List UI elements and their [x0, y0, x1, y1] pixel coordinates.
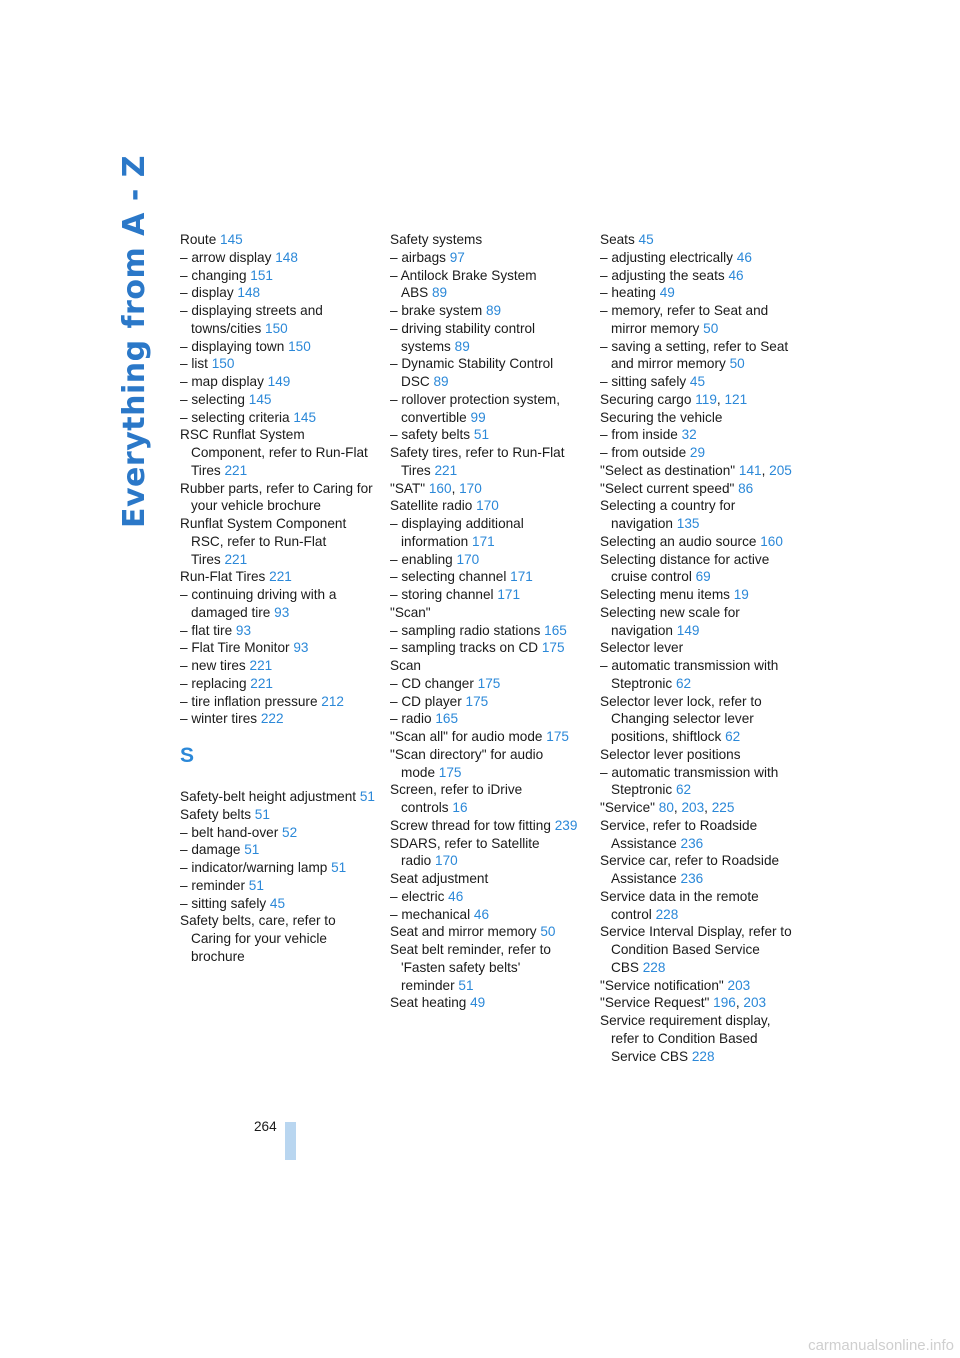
index-entry-text: Safety tires, refer to Run-Flat Tires	[390, 445, 565, 478]
index-entry-text: Seats	[600, 232, 635, 247]
index-entry	[390, 480, 585, 498]
index-letter-heading: S	[180, 744, 195, 767]
index-entry-text: – CD player	[390, 693, 462, 709]
page-link[interactable]: 148	[271, 249, 298, 265]
index-entry	[180, 788, 375, 806]
page-link[interactable]: 32	[677, 427, 697, 443]
page-link[interactable]: 171	[468, 533, 495, 549]
index-entry	[180, 231, 375, 249]
index-entry-text: – sitting safely	[600, 374, 687, 389]
page-link[interactable]: 19	[729, 587, 749, 602]
index-entry-text: – Flat Tire Monitor	[180, 640, 290, 656]
index-entry-text: "Service"	[600, 800, 655, 815]
index-entry-text: Screw thread for tow fitting	[390, 817, 551, 833]
index-entry	[600, 302, 795, 338]
index-entry-text: – enabling	[390, 551, 453, 567]
index-entry	[600, 373, 795, 391]
page-link[interactable]: 62	[672, 675, 692, 691]
index-entry	[600, 391, 795, 409]
index-entry	[600, 604, 795, 640]
index-entry	[390, 231, 585, 249]
index-entry-text: Service Interval Display, refer to Condition Based Service CBS	[600, 924, 792, 975]
index-entry	[390, 888, 585, 906]
page-link[interactable]: 46	[732, 249, 752, 265]
index-entry-text: – damage	[180, 842, 241, 858]
index-entry	[600, 497, 795, 533]
index-entry-text: "Service notification"	[600, 977, 724, 993]
page-link[interactable]: 165	[431, 711, 459, 727]
index-entry-text: – list	[180, 356, 208, 372]
index-entry	[390, 267, 585, 303]
index-entry	[180, 710, 375, 728]
index-entry	[390, 870, 585, 888]
index-entry	[600, 338, 795, 374]
index-entry-text: – flat tire	[180, 622, 233, 638]
page-link[interactable]: 170	[472, 498, 499, 514]
index-entry	[600, 764, 795, 800]
index-entry-text: Runflat System Component RSC, refer to Run-Flat Tires	[180, 516, 347, 567]
index-entry-text: – automatic transmission with Steptronic	[600, 764, 779, 798]
index-entry	[390, 568, 585, 586]
page-link[interactable]: 222	[257, 711, 284, 727]
page-link[interactable]: 225	[707, 800, 735, 815]
index-entry-text: – tire inflation pressure	[180, 693, 318, 709]
page-link[interactable]: 45	[634, 232, 654, 247]
index-entry	[390, 302, 585, 320]
page-link[interactable]: 45	[266, 895, 286, 911]
page-link[interactable]: 16	[448, 800, 468, 815]
index-entry-text: – sampling radio stations	[390, 622, 541, 638]
page-link[interactable]: 149	[263, 374, 291, 389]
index-entry	[390, 710, 585, 728]
page-link[interactable]: 150	[261, 320, 288, 336]
index-entry	[180, 568, 375, 586]
page-link[interactable]: 149	[672, 622, 700, 638]
index-entry-text: – displaying additional information	[390, 516, 524, 549]
index-entry-text: – selecting	[180, 391, 245, 407]
page-link[interactable]: 86	[734, 480, 754, 496]
page-link[interactable]: 171	[493, 587, 521, 602]
index-entry-text: Selecting menu items	[600, 587, 730, 602]
index-entry-text: Service requirement display, refer to Condition Based Service CBS	[600, 1013, 771, 1064]
index-entry	[180, 693, 375, 711]
index-entry	[600, 994, 795, 1012]
index-entry	[180, 841, 375, 859]
index-entry-text: – saving a setting, refer to Seat and mirror memory	[600, 338, 789, 372]
index-entry-text: Selecting distance for active cruise control	[600, 551, 770, 585]
page-link[interactable]: 50	[699, 320, 719, 336]
page-link[interactable]: 221	[265, 569, 292, 585]
page-link[interactable]: 145	[216, 232, 243, 247]
index-entry-text: – map display	[180, 374, 264, 389]
index-entry	[390, 444, 585, 480]
index-entry-text: Selecting an audio source	[600, 533, 757, 549]
index-entry	[390, 923, 585, 941]
index-entry	[390, 728, 585, 746]
index-entry-text: – sampling tracks on CD	[390, 640, 539, 656]
index-entry	[180, 515, 375, 568]
page-link[interactable]: 221	[430, 462, 458, 478]
index-entry	[390, 497, 585, 515]
index-entry-text: – adjusting electrically	[600, 249, 733, 265]
index-entry-text: – safety belts	[390, 427, 471, 443]
index-entry-text: – displaying town	[180, 338, 285, 354]
page-link[interactable]: 119	[691, 391, 717, 407]
index-entry-text: "Scan"	[390, 604, 431, 620]
index-entry-text: Selecting a country for navigation	[600, 498, 736, 531]
index-entry-text: – changing	[180, 267, 247, 283]
page-link[interactable]: 135	[672, 516, 700, 531]
index-column-3	[600, 231, 795, 1065]
index-entry-text: – storing channel	[390, 587, 494, 602]
index-entry	[600, 284, 795, 302]
page-link[interactable]: 203	[677, 800, 705, 815]
index-entry-text: – new tires	[180, 658, 246, 673]
page-link[interactable]: 228	[651, 906, 679, 922]
index-column-1	[180, 231, 375, 966]
index-entry-text: – indicator/warning lamp	[180, 860, 328, 875]
index-entry-text: – airbags	[390, 249, 446, 265]
index-entry	[390, 835, 585, 871]
index-entry	[180, 877, 375, 895]
index-entry	[390, 586, 585, 604]
index-entry	[600, 426, 795, 444]
index-entry-text: Safety belts	[180, 806, 252, 822]
index-entry	[390, 355, 585, 391]
index-entry	[390, 551, 585, 569]
page-link[interactable]: 46	[470, 906, 490, 922]
index-entry-text: Safety belts, care, refer to Caring for your vehicle brochure	[180, 913, 336, 964]
page-link[interactable]: 50	[536, 924, 556, 940]
index-entry-text: – winter tires	[180, 711, 258, 727]
page-link[interactable]: 141	[735, 462, 762, 478]
index-entry	[180, 657, 375, 675]
page-link[interactable]: 221	[246, 675, 273, 691]
index-entry-text: "Scan directory" for audio mode	[390, 746, 544, 780]
page-marker-bar	[285, 1122, 296, 1160]
index-entry	[600, 817, 795, 853]
index-entry-text: – memory, refer to Seat and mirror memory	[600, 303, 769, 336]
page-link[interactable]: 80	[654, 800, 674, 815]
index-entry	[600, 533, 795, 551]
page-link[interactable]: 228	[688, 1048, 715, 1064]
index-entry-text: – adjusting the seats	[600, 267, 725, 283]
index-entry-text: SDARS, refer to Satellite radio	[390, 835, 540, 869]
index-entry-text: RSC Runflat System Component, refer to Run-Flat Tires	[180, 427, 368, 478]
page-link[interactable]: 97	[445, 249, 465, 265]
page-link[interactable]: 99	[466, 409, 486, 425]
index-entry	[390, 657, 585, 675]
index-entry-text: Service car, refer to Roadside Assistance	[600, 853, 780, 886]
page-link[interactable]: 175	[473, 675, 501, 691]
index-entry	[600, 462, 795, 480]
index-entry	[390, 941, 585, 994]
page-link[interactable]: 151	[246, 267, 273, 283]
index-entry	[390, 639, 585, 657]
index-entry	[600, 746, 795, 764]
page-link[interactable]: 221	[245, 658, 273, 673]
index-entry-text: Screen, refer to iDrive controls	[390, 782, 523, 815]
page-link[interactable]: 89	[428, 285, 448, 301]
index-entry	[180, 912, 375, 965]
page-link[interactable]: 228	[638, 959, 666, 975]
page-link[interactable]: 89	[429, 374, 449, 389]
section-side-title: Everything from A - Z	[117, 155, 152, 528]
index-entry	[390, 249, 585, 267]
page-link[interactable]: 51	[327, 860, 347, 875]
index-entry-text: – radio	[390, 711, 432, 727]
index-entry	[600, 799, 795, 817]
page-link[interactable]: 175	[461, 693, 489, 709]
page-link[interactable]: 170	[455, 480, 482, 496]
index-entry	[390, 781, 585, 817]
index-entry	[180, 806, 375, 824]
index-entry	[180, 249, 375, 267]
index-entry	[600, 409, 795, 427]
page-separator: ,	[673, 800, 678, 815]
index-entry-text: "Scan all" for audio mode	[390, 729, 543, 744]
index-entry-text: "Service Request"	[600, 995, 710, 1011]
page-link[interactable]: 89	[482, 303, 502, 318]
page-link[interactable]: 236	[676, 835, 704, 851]
index-entry	[390, 604, 585, 622]
page-link[interactable]: 221	[220, 462, 248, 478]
page-link[interactable]: 93	[270, 604, 290, 620]
index-entry	[180, 639, 375, 657]
index-entry-text: "Select current speed"	[600, 480, 735, 496]
page-link[interactable]: 62	[721, 729, 741, 744]
index-entry-text: – from inside	[600, 427, 678, 443]
page-link[interactable]: 175	[538, 640, 565, 656]
index-entry-text: Selecting new scale for navigation	[600, 604, 740, 638]
page-link[interactable]: 51	[454, 977, 474, 993]
page-link[interactable]: 170	[431, 853, 458, 869]
index-entry-text: Seat heating	[390, 995, 467, 1011]
index-entry-text: – continuing driving with a damaged tire	[180, 587, 337, 620]
page-separator: ,	[716, 391, 721, 407]
index-entry-text: – reminder	[180, 877, 245, 893]
index-entry-text: – Antilock Brake System ABS	[390, 267, 537, 301]
page-link[interactable]: 205	[765, 462, 792, 478]
index-entry-text: Satellite radio	[390, 498, 473, 514]
watermark: carmanualsonline.info	[808, 1337, 954, 1354]
page-link[interactable]: 51	[470, 427, 490, 443]
page-link[interactable]: 51	[251, 806, 270, 822]
index-entry	[600, 977, 795, 995]
page-link[interactable]: 93	[232, 622, 252, 638]
page-link[interactable]: 150	[284, 338, 311, 354]
index-entry-text: Selector lever	[600, 640, 684, 656]
page-separator: ,	[735, 995, 740, 1011]
index-entry-text: – brake system	[390, 303, 483, 318]
page-link[interactable]: 160	[756, 533, 783, 549]
index-entry-text: Seat and mirror memory	[390, 924, 537, 940]
page-link[interactable]: 221	[220, 551, 248, 567]
index-entry-text: – replacing	[180, 675, 247, 691]
index-entry-text: – arrow display	[180, 249, 272, 265]
page-link[interactable]: 45	[686, 374, 706, 389]
page-link[interactable]: 46	[444, 888, 464, 904]
page-separator: ,	[451, 480, 456, 496]
page-link[interactable]: 51	[356, 789, 375, 804]
index-entry-text: Route	[180, 232, 217, 247]
index-entry	[390, 994, 585, 1012]
page-link[interactable]: 49	[655, 285, 675, 301]
index-entry-text: Selector lever positions	[600, 746, 741, 762]
index-entry-text: "SAT"	[390, 480, 426, 496]
index-entry	[600, 231, 795, 249]
page-number: 264	[254, 1119, 277, 1134]
page-link[interactable]: 145	[245, 391, 272, 407]
page-link[interactable]: 175	[542, 729, 569, 744]
index-entry	[390, 817, 585, 835]
index-column-2	[390, 231, 585, 1012]
index-entry-text: – CD changer	[390, 675, 474, 691]
index-entry	[600, 249, 795, 267]
index-entry-text: Securing cargo	[600, 391, 692, 407]
page-link[interactable]: 69	[691, 569, 711, 585]
page-link[interactable]: 171	[506, 569, 533, 585]
index-entry-text: Securing the vehicle	[600, 409, 723, 425]
index-entry	[600, 480, 795, 498]
index-entry-text: – mechanical	[390, 906, 471, 922]
index-entry	[180, 409, 375, 427]
index-entry-text: – heating	[600, 285, 656, 301]
index-entry	[390, 426, 585, 444]
page-link[interactable]: 46	[724, 267, 744, 283]
index-entry-text: – electric	[390, 888, 445, 904]
index-entry	[390, 391, 585, 427]
index-entry	[180, 355, 375, 373]
index-entry	[180, 480, 375, 516]
index-entry	[180, 267, 375, 285]
page-link[interactable]: 170	[452, 551, 480, 567]
index-entry-text: – displaying streets and towns/cities	[180, 303, 323, 336]
index-entry	[600, 551, 795, 587]
index-entry-text: – display	[180, 285, 234, 301]
page-link[interactable]: 51	[240, 842, 260, 858]
index-entry-text: Rubber parts, refer to Caring for your vehicle brochure	[180, 480, 373, 514]
index-entry	[180, 302, 375, 338]
page-link[interactable]: 212	[317, 693, 344, 709]
page-link[interactable]: 50	[725, 356, 745, 372]
page-separator: ,	[761, 462, 766, 478]
index-entry	[390, 693, 585, 711]
index-entry	[390, 906, 585, 924]
page-link[interactable]: 203	[723, 977, 751, 993]
index-entry-text: Service, refer to Roadside Assistance	[600, 817, 758, 851]
index-entry	[600, 657, 795, 693]
index-entry-text: – from outside	[600, 445, 687, 460]
page-link[interactable]: 93	[289, 640, 309, 656]
page-link[interactable]: 150	[207, 356, 235, 372]
index-entry	[180, 859, 375, 877]
page-link[interactable]: 175	[435, 764, 462, 780]
index-entry-text: – driving stability control systems	[390, 320, 536, 354]
index-entry	[390, 622, 585, 640]
index-entry	[600, 852, 795, 888]
index-entry	[600, 693, 795, 746]
page-link[interactable]: 29	[686, 445, 706, 460]
index-entry-text: Seat belt reminder, refer to 'Fasten safety belts' reminder	[390, 942, 551, 993]
page-link[interactable]: 121	[720, 391, 748, 407]
page-link[interactable]: 145	[289, 409, 317, 425]
page-link[interactable]: 196	[709, 995, 736, 1011]
index-entry	[600, 639, 795, 657]
page-link[interactable]: 49	[466, 995, 486, 1011]
index-entry-text: Run-Flat Tires	[180, 569, 266, 585]
index-entry	[600, 923, 795, 976]
index-entry	[390, 515, 585, 551]
index-entry	[390, 675, 585, 693]
page-link[interactable]: 148	[233, 285, 261, 301]
index-entry-text: "Select as destination"	[600, 462, 736, 478]
index-entry-text: – sitting safely	[180, 895, 267, 911]
index-entry	[180, 895, 375, 913]
index-entry	[180, 426, 375, 479]
index-entry	[180, 824, 375, 842]
index-entry	[600, 1012, 795, 1065]
page-link[interactable]: 62	[672, 782, 692, 798]
index-entry	[600, 888, 795, 924]
page-separator: ,	[704, 800, 708, 815]
index-entry-text: Service data in the remote control	[600, 888, 759, 922]
index-entry	[600, 444, 795, 462]
index-entry	[600, 267, 795, 285]
page-link[interactable]: 160	[425, 480, 452, 496]
index-entry-text: – automatic transmission with Steptronic	[600, 658, 779, 691]
index-entry-text: Safety-belt height adjustment	[180, 789, 357, 804]
page-link[interactable]: 236	[676, 871, 704, 886]
index-entry	[180, 391, 375, 409]
page-link[interactable]: 52	[278, 824, 298, 840]
index-entry	[180, 675, 375, 693]
page-link[interactable]: 203	[739, 995, 767, 1011]
index-entry-text: – selecting criteria	[180, 409, 290, 425]
index-entry-text: – rollover protection system, convertible	[390, 391, 560, 425]
page-link[interactable]: 165	[540, 622, 567, 638]
index-entry	[180, 284, 375, 302]
index-entry	[390, 320, 585, 356]
index-entry	[600, 586, 795, 604]
page-link[interactable]: 51	[244, 877, 264, 893]
index-entry-text: Safety systems	[390, 232, 483, 247]
index-entry	[180, 586, 375, 622]
index-entry-text: – Dynamic Stability Control DSC	[390, 356, 554, 389]
index-entry-text: Selector lever lock, refer to Changing selector lever positions, shiftlock	[600, 693, 762, 744]
index-entry	[180, 622, 375, 640]
index-entry-text: – selecting channel	[390, 569, 507, 585]
index-entry-text: – belt hand-over	[180, 824, 279, 840]
index-entry-text: Scan	[390, 658, 421, 673]
index-entry-text: Seat adjustment	[390, 871, 489, 886]
page-link[interactable]: 89	[450, 338, 470, 354]
index-entry	[180, 338, 375, 356]
page-link[interactable]: 239	[550, 817, 578, 833]
index-entry	[180, 373, 375, 391]
index-entry	[390, 746, 585, 782]
